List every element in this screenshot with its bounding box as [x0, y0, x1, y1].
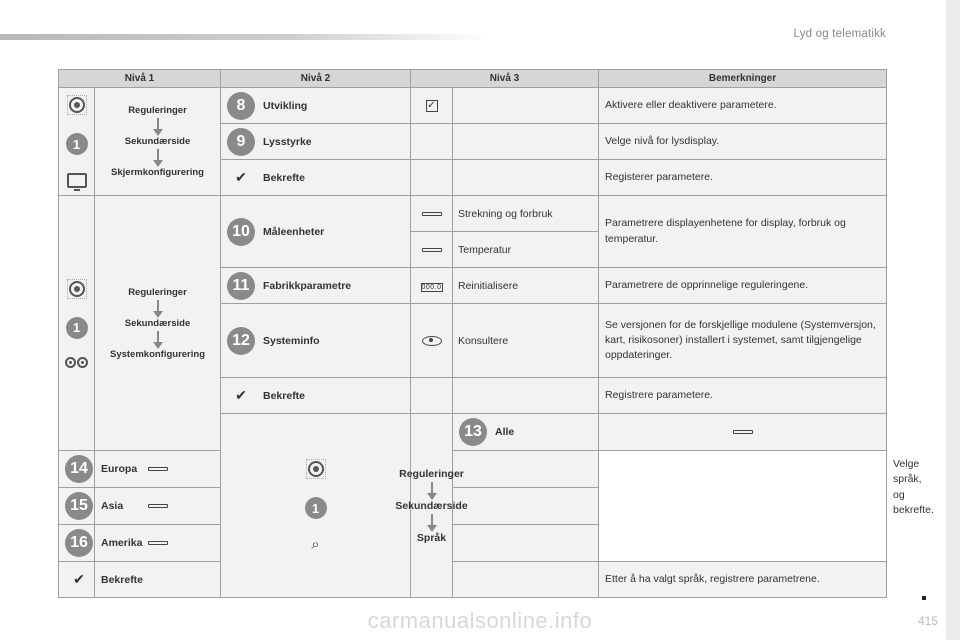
level2-label: Alle — [495, 426, 515, 438]
level2-cell — [59, 488, 124, 525]
level2-label: Asia — [101, 500, 124, 512]
settings-gear-icon — [67, 279, 87, 299]
group1-icons — [59, 88, 95, 196]
watermark: carmanualsonline.info — [367, 608, 593, 633]
step-badge: 9 — [227, 128, 255, 156]
level2-cell — [221, 124, 411, 160]
level3-symbol-cell — [411, 196, 453, 232]
table-header-row — [59, 70, 887, 88]
level2-label: Fabrikkparametre — [263, 279, 352, 292]
arrow-down-icon — [157, 149, 159, 161]
level2-cell — [221, 196, 411, 268]
level3-symbol-cell — [411, 160, 453, 196]
reset-counter-icon: 000.0 — [421, 283, 442, 291]
option-bar-icon — [148, 504, 168, 508]
level3-text-cell — [453, 525, 599, 562]
arrow-down-icon — [157, 118, 159, 130]
option-bar-icon — [733, 430, 753, 434]
level3-symbol-cell — [411, 268, 453, 304]
settings-table — [58, 69, 934, 598]
remark-cell: Registrere parametere. — [599, 378, 887, 414]
level2-label: Systeminfo — [263, 334, 320, 347]
level3-symbol-cell — [411, 124, 453, 160]
group1-chain — [95, 88, 221, 196]
level3-text-cell: Konsultere — [453, 304, 599, 378]
step-badge: 12 — [227, 327, 255, 355]
settings-gear-icon — [306, 459, 326, 479]
column-header-level1: Nivå 1 — [59, 70, 221, 88]
section-title: Lyd og telematikk — [793, 28, 886, 40]
step-badge: 11 — [227, 272, 255, 300]
table-row — [59, 488, 887, 525]
remark-cell: Velge nivå for lysdisplay. — [599, 124, 887, 160]
language-icon: ⌕ — [311, 536, 320, 553]
level3-text-cell: Reinitialisere — [453, 268, 599, 304]
arrow-down-icon — [431, 514, 433, 526]
level2-cell — [59, 562, 144, 598]
level3-text-cell — [453, 451, 599, 488]
chain-step: Skjermkonfigurering — [111, 167, 204, 178]
level2-label: Måleenheter — [263, 225, 325, 238]
option-bar-icon — [422, 248, 442, 252]
table-row — [59, 88, 887, 124]
menu-number-badge: 1 — [66, 133, 88, 155]
column-header-level2: Nivå 2 — [221, 70, 411, 88]
level3-symbol-cell — [599, 414, 887, 451]
step-badge: 15 — [65, 492, 93, 520]
level2-cell — [59, 525, 143, 562]
level2-label: Bekrefte — [101, 573, 144, 586]
checkmark-icon: ✔ — [73, 571, 85, 587]
level3-text-cell: Strekning og forbruk — [453, 196, 599, 232]
system-config-icon — [65, 357, 88, 368]
level2-cell — [221, 268, 411, 304]
column-header-remarks: Bemerkninger — [599, 70, 887, 88]
table-row: 1 ⌕ Reguleringer Sekundærside Språk 13 Alle Velge språk, og bekrefte. — [59, 414, 887, 451]
remark-cell: Parametrere displayenhetene for display, forbruk og temperatur. — [599, 196, 887, 268]
table-row — [59, 562, 887, 598]
step-badge: 10 — [227, 218, 255, 246]
remark-cell: Parametrere de opprinnelige reguleringene. — [599, 268, 887, 304]
group2-chain — [95, 196, 221, 451]
remark-cell: Etter å ha valgt språk, registrere parametrene. — [599, 562, 887, 598]
menu-number-badge: 1 — [305, 497, 327, 519]
group2-icons — [59, 196, 95, 451]
level3-symbol-cell — [411, 88, 453, 124]
group3-chain — [395, 414, 468, 598]
step-badge: 14 — [65, 455, 93, 483]
level3-text-cell: Temperatur — [453, 232, 599, 268]
screen-config-icon — [67, 173, 87, 188]
page-marker-dot — [922, 596, 926, 600]
level2-cell — [221, 378, 411, 414]
level3-text-cell — [453, 488, 599, 525]
settings-gear-icon — [67, 95, 87, 115]
level2-label: Bekrefte — [263, 389, 306, 402]
checkmark-icon: ✔ — [235, 387, 247, 403]
level3-text-cell — [453, 562, 599, 598]
level2-cell — [221, 88, 411, 124]
level2-label: Europa — [101, 463, 138, 475]
table-row — [59, 525, 887, 562]
level3-text-cell — [453, 124, 599, 160]
table-row — [59, 451, 887, 488]
level3-text-cell — [453, 88, 599, 124]
level2-cell — [453, 414, 599, 451]
option-bar-icon — [422, 212, 442, 216]
side-strip — [946, 0, 960, 640]
level3-text-cell — [453, 160, 599, 196]
level2-label: Utvikling — [263, 99, 308, 112]
level2-label: Bekrefte — [263, 171, 306, 184]
level2-label: Lysstyrke — [263, 135, 312, 148]
arrow-down-icon — [157, 300, 159, 312]
chain-step: Systemkonfigurering — [109, 348, 206, 360]
level2-label: Amerika — [101, 537, 143, 549]
chain-step: Reguleringer — [399, 467, 464, 480]
remark-cell: Se versjonen for de forskjellige modulene (Systemversjon, kart, risikosoner) installert i systemet, samt tilgjengelige oppdateringer. — [599, 304, 887, 378]
chain-step: Sekundærside — [124, 136, 191, 147]
checkbox-icon: ✓ — [427, 100, 436, 111]
level2-cell — [221, 304, 411, 378]
level3-symbol-cell — [411, 378, 453, 414]
arrow-down-icon — [157, 331, 159, 343]
level3-symbol-cell — [411, 304, 453, 378]
chain-step: Sekundærside — [395, 499, 468, 512]
chain-step: Reguleringer — [128, 105, 187, 116]
remark-cell: Aktivere eller deaktivere parametere. — [599, 88, 887, 124]
arrow-down-icon — [431, 482, 433, 494]
level3-text-cell — [453, 378, 599, 414]
group3-icons — [221, 414, 411, 598]
option-bar-icon — [148, 467, 168, 471]
checkmark-icon: ✔ — [235, 169, 247, 185]
step-badge: 13 — [459, 418, 487, 446]
chain-step: Sekundærside — [124, 317, 191, 329]
column-header-level3: Nivå 3 — [411, 70, 599, 88]
step-badge: 8 — [227, 92, 255, 120]
level2-cell — [221, 160, 411, 196]
page-number: 415 — [917, 614, 938, 628]
eye-icon — [422, 336, 442, 346]
chain-step: Språk — [416, 531, 447, 544]
level2-cell — [59, 451, 138, 488]
chain-step: Reguleringer — [128, 286, 187, 298]
header-decoration-bar — [0, 34, 490, 40]
menu-number-badge: 1 — [66, 317, 88, 339]
option-bar-icon — [148, 541, 168, 545]
level3-symbol-cell — [411, 232, 453, 268]
step-badge: 16 — [65, 529, 93, 557]
table-row — [59, 196, 887, 232]
remark-cell: Registerer parametere. — [599, 160, 887, 196]
